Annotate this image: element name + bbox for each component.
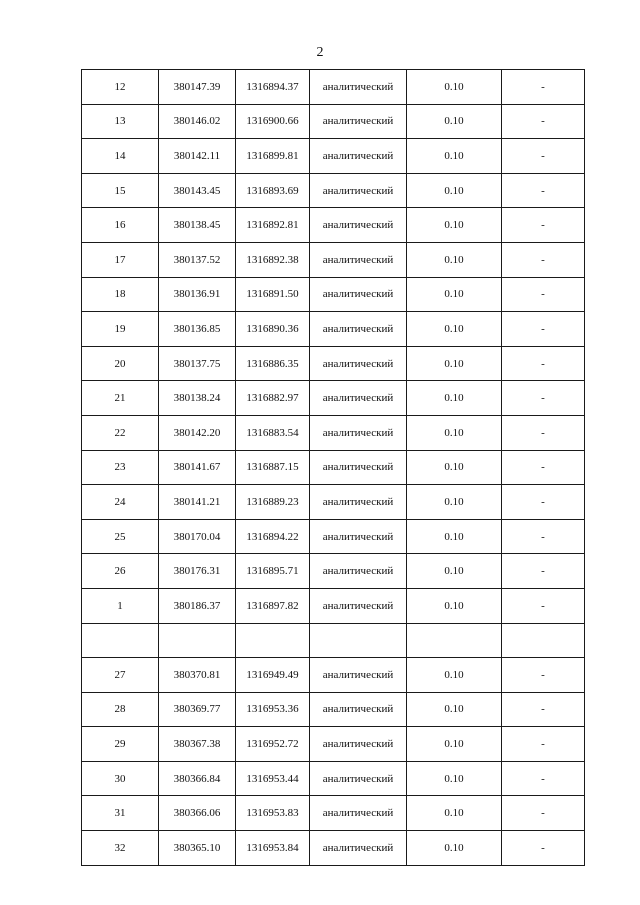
accuracy-cell: 0.10 bbox=[407, 554, 502, 589]
method-cell: аналитический bbox=[310, 519, 407, 554]
method-cell: аналитический bbox=[310, 588, 407, 623]
method-cell: аналитический bbox=[310, 761, 407, 796]
page-number: 2 bbox=[316, 45, 324, 60]
x-coordinate-cell: 380136.85 bbox=[159, 312, 236, 347]
note-cell: - bbox=[502, 692, 585, 727]
point-number-cell: 13 bbox=[82, 104, 159, 139]
note-cell: - bbox=[502, 519, 585, 554]
table-row bbox=[82, 588, 585, 623]
method-cell: аналитический bbox=[310, 277, 407, 312]
y-coordinate-cell: 1316952.72 bbox=[236, 727, 310, 762]
note-cell: - bbox=[502, 727, 585, 762]
note-cell: - bbox=[502, 831, 585, 866]
x-coordinate-cell: 380137.52 bbox=[159, 242, 236, 277]
y-coordinate-cell: 1316953.44 bbox=[236, 761, 310, 796]
table-row bbox=[82, 727, 585, 762]
note-cell: - bbox=[502, 381, 585, 416]
y-coordinate-cell: 1316894.22 bbox=[236, 519, 310, 554]
accuracy-cell: 0.10 bbox=[407, 485, 502, 520]
method-cell: аналитический bbox=[310, 208, 407, 243]
table-row bbox=[82, 796, 585, 831]
coordinates-table-body bbox=[82, 70, 585, 866]
accuracy-cell: 0.10 bbox=[407, 70, 502, 105]
accuracy-cell: 0.10 bbox=[407, 831, 502, 866]
note-cell: - bbox=[502, 173, 585, 208]
x-coordinate-cell: 380138.45 bbox=[159, 208, 236, 243]
note-cell: - bbox=[502, 450, 585, 485]
x-coordinate-cell: 380186.37 bbox=[159, 588, 236, 623]
point-number-cell: 30 bbox=[82, 761, 159, 796]
method-cell: аналитический bbox=[310, 727, 407, 762]
method-cell: аналитический bbox=[310, 70, 407, 105]
y-coordinate-cell: 1316891.50 bbox=[236, 277, 310, 312]
x-coordinate-cell: 380141.67 bbox=[159, 450, 236, 485]
x-coordinate-cell: 380367.38 bbox=[159, 727, 236, 762]
x-coordinate-cell: 380142.11 bbox=[159, 139, 236, 174]
method-cell: аналитический bbox=[310, 796, 407, 831]
note-cell: - bbox=[502, 312, 585, 347]
point-number-cell: 20 bbox=[82, 346, 159, 381]
y-coordinate-cell: 1316894.37 bbox=[236, 70, 310, 105]
point-number-cell: 24 bbox=[82, 485, 159, 520]
table-row bbox=[82, 173, 585, 208]
accuracy-cell: 0.10 bbox=[407, 761, 502, 796]
accuracy-cell: 0.10 bbox=[407, 415, 502, 450]
y-coordinate-cell: 1316889.23 bbox=[236, 485, 310, 520]
table-row bbox=[82, 554, 585, 589]
method-cell: аналитический bbox=[310, 104, 407, 139]
x-coordinate-cell: 380370.81 bbox=[159, 658, 236, 693]
point-number-cell: 29 bbox=[82, 727, 159, 762]
x-coordinate-cell: 380138.24 bbox=[159, 381, 236, 416]
table-row bbox=[82, 623, 585, 658]
y-coordinate-cell: 1316953.83 bbox=[236, 796, 310, 831]
note-cell: - bbox=[502, 415, 585, 450]
x-coordinate-cell: 380137.75 bbox=[159, 346, 236, 381]
method-cell: аналитический bbox=[310, 415, 407, 450]
point-number-cell: 18 bbox=[82, 277, 159, 312]
y-coordinate-cell: 1316953.36 bbox=[236, 692, 310, 727]
accuracy-cell: 0.10 bbox=[407, 104, 502, 139]
table-row bbox=[82, 658, 585, 693]
y-coordinate-cell: 1316890.36 bbox=[236, 312, 310, 347]
y-coordinate-cell: 1316895.71 bbox=[236, 554, 310, 589]
accuracy-cell: 0.10 bbox=[407, 796, 502, 831]
method-cell: аналитический bbox=[310, 312, 407, 347]
note-cell: - bbox=[502, 761, 585, 796]
point-number-cell: 17 bbox=[82, 242, 159, 277]
accuracy-cell: 0.10 bbox=[407, 139, 502, 174]
y-coordinate-cell: 1316892.38 bbox=[236, 242, 310, 277]
table-row bbox=[82, 346, 585, 381]
note-cell: - bbox=[502, 208, 585, 243]
point-number-cell: 15 bbox=[82, 173, 159, 208]
method-cell: аналитический bbox=[310, 692, 407, 727]
point-number-cell: 12 bbox=[82, 70, 159, 105]
method-cell: аналитический bbox=[310, 346, 407, 381]
y-coordinate-cell: 1316953.84 bbox=[236, 831, 310, 866]
y-coordinate-cell: 1316892.81 bbox=[236, 208, 310, 243]
note-cell: - bbox=[502, 242, 585, 277]
point-number-cell: 14 bbox=[82, 139, 159, 174]
note-cell: - bbox=[502, 277, 585, 312]
x-coordinate-cell: 380366.84 bbox=[159, 761, 236, 796]
coordinates-table bbox=[81, 69, 585, 866]
method-cell: аналитический bbox=[310, 554, 407, 589]
accuracy-cell bbox=[407, 623, 502, 658]
x-coordinate-cell: 380136.91 bbox=[159, 277, 236, 312]
table-row bbox=[82, 312, 585, 347]
x-coordinate-cell: 380365.10 bbox=[159, 831, 236, 866]
x-coordinate-cell: 380143.45 bbox=[159, 173, 236, 208]
table-row bbox=[82, 242, 585, 277]
accuracy-cell: 0.10 bbox=[407, 312, 502, 347]
x-coordinate-cell: 380141.21 bbox=[159, 485, 236, 520]
y-coordinate-cell: 1316900.66 bbox=[236, 104, 310, 139]
accuracy-cell: 0.10 bbox=[407, 658, 502, 693]
table-row bbox=[82, 277, 585, 312]
y-coordinate-cell: 1316887.15 bbox=[236, 450, 310, 485]
note-cell bbox=[502, 623, 585, 658]
method-cell: аналитический bbox=[310, 242, 407, 277]
note-cell: - bbox=[502, 658, 585, 693]
method-cell: аналитический bbox=[310, 450, 407, 485]
accuracy-cell: 0.10 bbox=[407, 346, 502, 381]
y-coordinate-cell: 1316883.54 bbox=[236, 415, 310, 450]
note-cell: - bbox=[502, 554, 585, 589]
x-coordinate-cell: 380147.39 bbox=[159, 70, 236, 105]
method-cell: аналитический bbox=[310, 173, 407, 208]
x-coordinate-cell: 380170.04 bbox=[159, 519, 236, 554]
point-number-cell: 1 bbox=[82, 588, 159, 623]
method-cell: аналитический bbox=[310, 485, 407, 520]
point-number-cell: 19 bbox=[82, 312, 159, 347]
x-coordinate-cell: 380142.20 bbox=[159, 415, 236, 450]
method-cell: аналитический bbox=[310, 139, 407, 174]
accuracy-cell: 0.10 bbox=[407, 727, 502, 762]
table-row bbox=[82, 104, 585, 139]
table-row bbox=[82, 70, 585, 105]
y-coordinate-cell: 1316893.69 bbox=[236, 173, 310, 208]
accuracy-cell: 0.10 bbox=[407, 173, 502, 208]
accuracy-cell: 0.10 bbox=[407, 692, 502, 727]
note-cell: - bbox=[502, 485, 585, 520]
y-coordinate-cell: 1316899.81 bbox=[236, 139, 310, 174]
point-number-cell: 28 bbox=[82, 692, 159, 727]
y-coordinate-cell: 1316949.49 bbox=[236, 658, 310, 693]
table-row bbox=[82, 692, 585, 727]
x-coordinate-cell bbox=[159, 623, 236, 658]
x-coordinate-cell: 380146.02 bbox=[159, 104, 236, 139]
point-number-cell: 21 bbox=[82, 381, 159, 416]
note-cell: - bbox=[502, 796, 585, 831]
y-coordinate-cell: 1316886.35 bbox=[236, 346, 310, 381]
accuracy-cell: 0.10 bbox=[407, 519, 502, 554]
method-cell: аналитический bbox=[310, 831, 407, 866]
table-row bbox=[82, 139, 585, 174]
y-coordinate-cell bbox=[236, 623, 310, 658]
note-cell: - bbox=[502, 104, 585, 139]
table-row bbox=[82, 381, 585, 416]
table-row bbox=[82, 831, 585, 866]
x-coordinate-cell: 380369.77 bbox=[159, 692, 236, 727]
accuracy-cell: 0.10 bbox=[407, 588, 502, 623]
accuracy-cell: 0.10 bbox=[407, 242, 502, 277]
table-row bbox=[82, 485, 585, 520]
note-cell: - bbox=[502, 70, 585, 105]
accuracy-cell: 0.10 bbox=[407, 208, 502, 243]
accuracy-cell: 0.10 bbox=[407, 381, 502, 416]
y-coordinate-cell: 1316882.97 bbox=[236, 381, 310, 416]
point-number-cell: 27 bbox=[82, 658, 159, 693]
table-row bbox=[82, 415, 585, 450]
table-row bbox=[82, 519, 585, 554]
point-number-cell: 16 bbox=[82, 208, 159, 243]
method-cell: аналитический bbox=[310, 658, 407, 693]
x-coordinate-cell: 380366.06 bbox=[159, 796, 236, 831]
accuracy-cell: 0.10 bbox=[407, 277, 502, 312]
point-number-cell bbox=[82, 623, 159, 658]
point-number-cell: 23 bbox=[82, 450, 159, 485]
point-number-cell: 26 bbox=[82, 554, 159, 589]
method-cell bbox=[310, 623, 407, 658]
table-row bbox=[82, 450, 585, 485]
table-row bbox=[82, 208, 585, 243]
accuracy-cell: 0.10 bbox=[407, 450, 502, 485]
y-coordinate-cell: 1316897.82 bbox=[236, 588, 310, 623]
table-row bbox=[82, 761, 585, 796]
point-number-cell: 31 bbox=[82, 796, 159, 831]
x-coordinate-cell: 380176.31 bbox=[159, 554, 236, 589]
point-number-cell: 25 bbox=[82, 519, 159, 554]
method-cell: аналитический bbox=[310, 381, 407, 416]
point-number-cell: 22 bbox=[82, 415, 159, 450]
point-number-cell: 32 bbox=[82, 831, 159, 866]
note-cell: - bbox=[502, 139, 585, 174]
note-cell: - bbox=[502, 346, 585, 381]
note-cell: - bbox=[502, 588, 585, 623]
